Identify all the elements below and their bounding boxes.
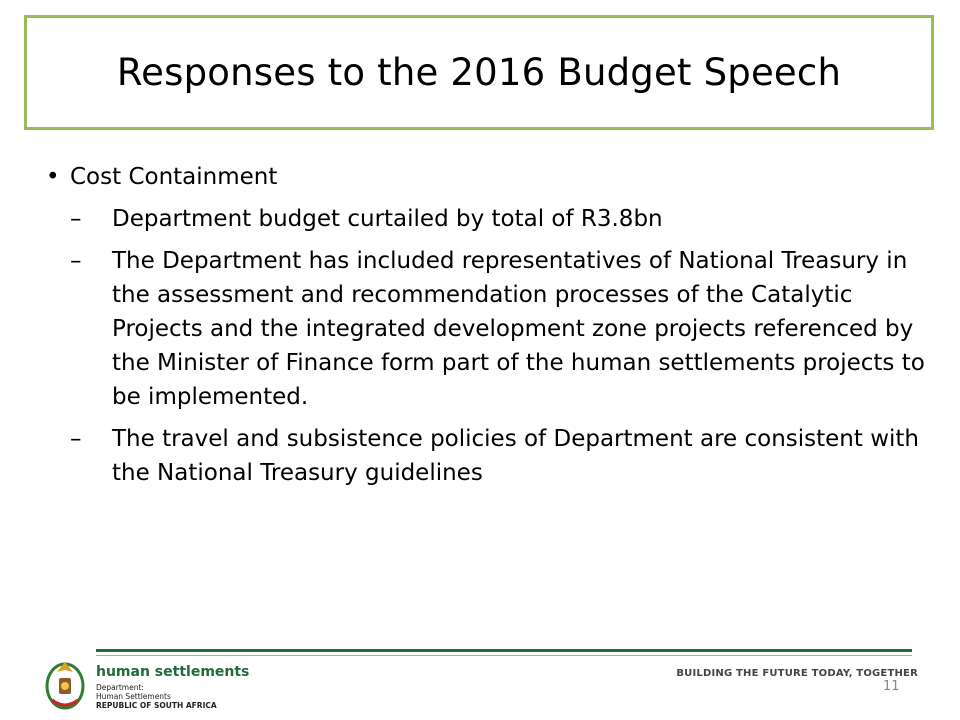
bullet-item xyxy=(46,160,926,194)
dash-icon: – xyxy=(70,248,82,274)
department-logo xyxy=(96,664,249,710)
dept-line: Human Settlements xyxy=(96,692,171,701)
slogan: BUILDING THE FUTURE TODAY, TOGETHER xyxy=(676,668,918,679)
bullet-text: Cost Containment xyxy=(70,164,278,190)
sub-item-text: The Department has included representatives of National Treasury in the assessment and recommendation processes of the Catalytic Projects and the integrated development zone projects referenced by the Minister of Finance form part of the human settlements projects to be implemented. xyxy=(112,248,925,410)
sub-item-1 xyxy=(46,202,926,236)
sub-item-2 xyxy=(46,244,926,414)
sub-item-text: Department budget curtailed by total of R3.8bn xyxy=(112,206,663,232)
bullet-icon: • xyxy=(46,164,60,190)
department-details xyxy=(96,683,249,710)
slide-title: Responses to the 2016 Budget Speech xyxy=(116,51,842,94)
footer-divider xyxy=(96,649,912,652)
department-name: human settlements xyxy=(96,664,250,680)
slide-content xyxy=(46,160,926,498)
page-number: 11 xyxy=(883,679,900,694)
dash-icon: – xyxy=(70,206,82,232)
dept-line: REPUBLIC OF SOUTH AFRICA xyxy=(96,701,217,710)
dash-icon: – xyxy=(70,426,82,452)
sub-item-3 xyxy=(46,422,926,490)
dept-line: Department: xyxy=(96,683,144,692)
coat-of-arms-icon xyxy=(40,656,90,712)
title-box xyxy=(24,15,934,130)
footer-divider-accent xyxy=(96,655,912,656)
sub-item-text: The travel and subsistence policies of Department are consistent with the National Treasury guidelines xyxy=(112,426,919,486)
